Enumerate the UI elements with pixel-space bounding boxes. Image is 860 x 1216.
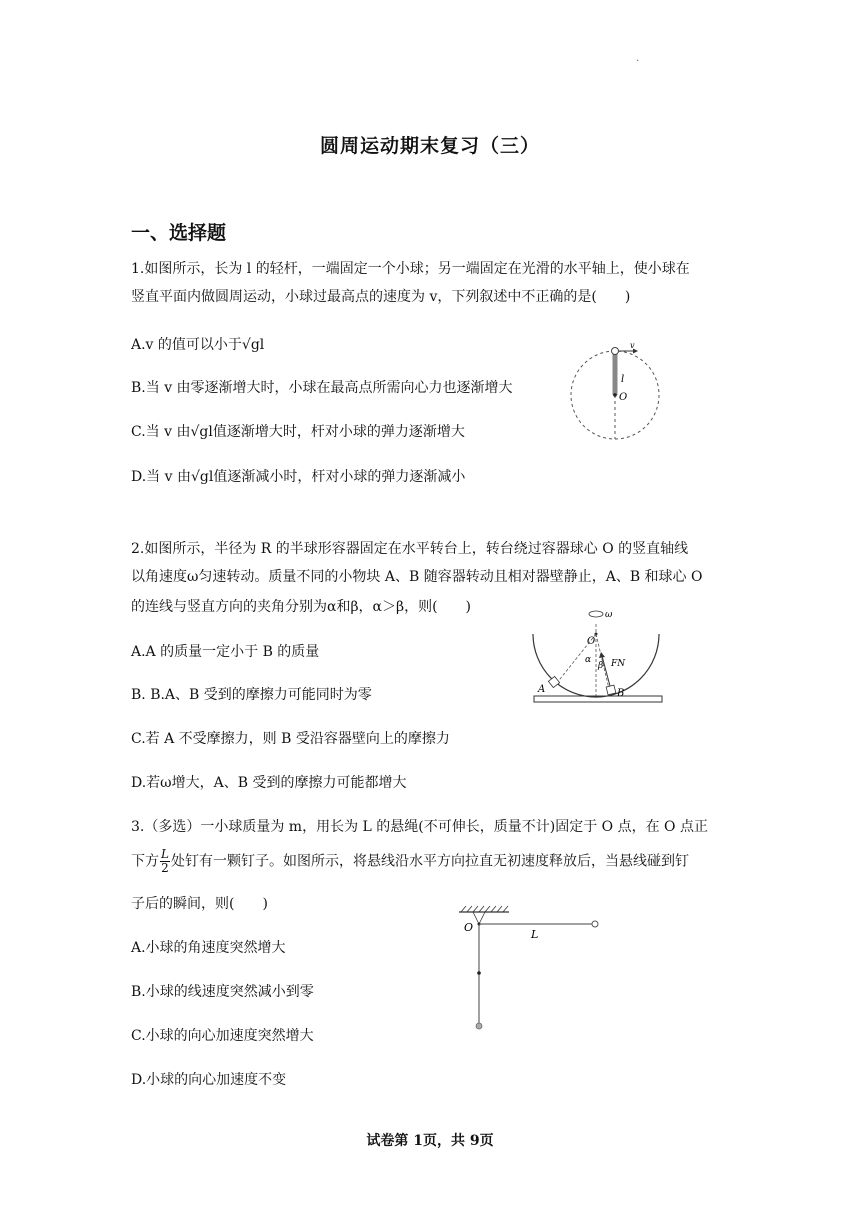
section-heading: 一、选择题 — [131, 222, 227, 244]
q3-stem-line-2 — [131, 848, 689, 875]
q1-stem-line-1: 1.如图所示，长为 l 的轻杆，一端固定一个小球；另一端固定在光滑的水平轴上，使小球在 — [131, 261, 690, 277]
q2-stem-line-3: 的连线与竖直方向的夹角分别为α和β，α＞β，则( ) — [131, 599, 472, 615]
q2-stem-line-1: 2.如图所示，半径为 R 的半球形容器固定在水平转台上，转台绕过容器球心 O 的竖直轴线 — [131, 541, 689, 557]
q1-option-d: D.当 v 由√gl值逐渐减小时，杆对小球的弹力逐渐减小 — [131, 469, 466, 485]
q1-option-c: C.当 v 由√gl值逐渐增大时，杆对小球的弹力逐渐增大 — [131, 424, 465, 440]
q2-fig-alpha-label: α — [585, 655, 592, 665]
q3-stem-post: 处钉有一颗钉子。如图所示，将悬线沿水平方向拉直无初速度释放后，当悬线碰到钉 — [170, 853, 689, 870]
q3-fraction-denominator: 2 — [161, 861, 169, 875]
q3-stem-pre: 下方 — [131, 853, 159, 870]
q2-fig-a-label: A — [538, 684, 546, 695]
q2-stem-line-2: 以角速度ω匀速转动。质量不同的小物块 A、B 随容器转动且相对器壁静止，A、B 和球心 O — [131, 569, 703, 585]
q3-stem-line-3: 子后的瞬间，则( ) — [131, 896, 268, 912]
q1-option-a: A.v 的值可以小于√gl — [131, 337, 265, 353]
page-footer: 试卷第 1页，共 9页 — [366, 1133, 494, 1149]
q3-fig-o-label: O — [464, 921, 474, 934]
q1-figure-rod-circle — [560, 340, 670, 445]
q2-option-b: B. B.A、B 受到的摩擦力可能同时为零 — [131, 687, 372, 703]
q3-fraction-numerator: L — [161, 847, 169, 861]
q3-fig-l-label: L — [531, 928, 539, 941]
q2-option-a: A.A 的质量一定小于 B 的质量 — [131, 644, 320, 660]
q2-fig-fn-label: FN — [611, 659, 626, 669]
q2-fig-omega-label: ω — [605, 610, 613, 620]
q2-option-d: D.若ω增大，A、B 受到的摩擦力可能都增大 — [131, 775, 407, 791]
q2-fig-o-label: O — [587, 636, 596, 647]
q3-fraction — [160, 848, 170, 875]
q1-fig-v-label: v — [630, 341, 635, 350]
q1-option-b: B.当 v 由零逐渐增大时，小球在最高点所需向心力也逐渐增大 — [131, 380, 513, 396]
q2-figure-hemisphere — [528, 604, 668, 706]
q3-figure-pendulum — [455, 904, 605, 1034]
header-mark: · — [636, 56, 640, 67]
page-title: 圆周运动期末复习（三） — [319, 135, 540, 157]
q2-fig-beta-label: β — [598, 661, 604, 671]
q2-fig-b-label: B — [617, 688, 625, 699]
q3-option-d: D.小球的向心加速度不变 — [131, 1072, 287, 1088]
q1-fig-l-label: l — [621, 374, 625, 385]
q3-option-c: C.小球的向心加速度突然增大 — [131, 1028, 314, 1044]
q1-fig-o-label: O — [619, 392, 628, 403]
q3-option-b: B.小球的线速度突然减小到零 — [131, 984, 314, 1000]
q3-stem-line-1: 3.（多选）一小球质量为 m，用长为 L 的悬绳(不可伸长，质量不计)固定于 O 点，在 O 点正 — [131, 819, 708, 835]
q1-stem-line-2: 竖直平面内做圆周运动，小球过最高点的速度为 v，下列叙述中不正确的是( ) — [131, 289, 631, 305]
q3-option-a: A.小球的角速度突然增大 — [131, 940, 286, 956]
q2-option-c: C.若 A 不受摩擦力，则 B 受沿容器壁向上的摩擦力 — [131, 731, 450, 747]
